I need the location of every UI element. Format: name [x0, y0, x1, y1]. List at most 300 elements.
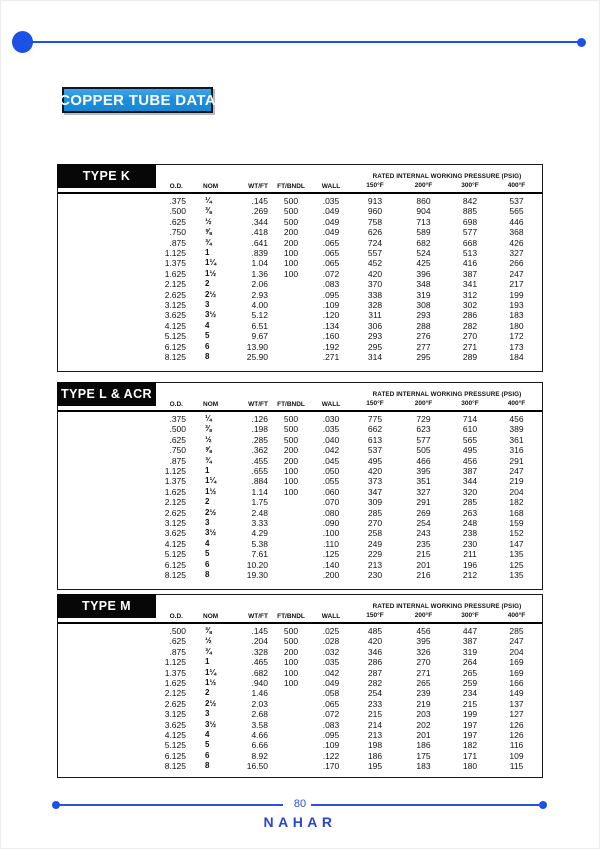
cell: 100	[283, 486, 299, 497]
cell: 306	[367, 320, 383, 331]
cell: 13.90	[246, 341, 268, 352]
col-150f: 150°F	[352, 610, 398, 623]
cell: 6	[205, 750, 210, 760]
cell: 219	[509, 476, 524, 487]
cell: 387	[462, 636, 478, 647]
cell: 713	[416, 216, 431, 227]
cell: 266	[509, 258, 524, 269]
cell: 368	[509, 227, 524, 238]
cell: 344	[462, 476, 478, 487]
cell: 258	[367, 528, 383, 539]
cell: 2.625	[164, 289, 186, 300]
pressure-group-header: RATED INTERNAL WORKING PRESSURE (PSIG)	[372, 391, 522, 398]
cell: 1.125	[164, 466, 186, 477]
cell	[272, 560, 310, 570]
cell: 1¼	[205, 258, 217, 268]
cell: .625	[169, 434, 186, 445]
cell: 416	[462, 258, 478, 269]
cell: 100	[283, 248, 299, 259]
cell	[272, 751, 310, 761]
cell: 2.625	[164, 698, 186, 709]
cell: 1.375	[164, 476, 186, 487]
cell: .065	[322, 237, 340, 248]
cell: 169	[509, 667, 524, 678]
cell: 269	[416, 507, 431, 518]
page-number: 80	[293, 798, 307, 810]
cell: 395	[416, 466, 431, 477]
cell: ¾	[205, 237, 212, 247]
cell: 6.125	[164, 559, 186, 570]
cell: 3½	[205, 719, 217, 729]
col-300f: 300°F	[449, 398, 491, 411]
cell: 195	[367, 761, 383, 772]
cell: .110	[323, 538, 339, 549]
table-row	[58, 688, 542, 698]
brand-logo: NAHAR	[263, 814, 337, 830]
col-300f: 300°F	[449, 180, 491, 193]
cell: .271	[322, 352, 340, 363]
table-row	[58, 206, 542, 216]
cell: 291	[416, 497, 431, 508]
cell: 3.625	[164, 528, 186, 539]
cell: 577	[462, 227, 478, 238]
cell: 2½	[205, 698, 217, 708]
cell: .375	[169, 196, 186, 206]
col-400f: 400°F	[491, 180, 542, 193]
cell: .455	[251, 455, 268, 466]
cell: 5.125	[164, 549, 186, 560]
table-row	[58, 751, 542, 761]
cell: 913	[367, 196, 383, 206]
cell: 4	[205, 538, 210, 548]
table-row	[58, 647, 542, 657]
copper-tube-table	[58, 383, 542, 581]
table-row	[58, 445, 542, 455]
cell: .884	[251, 476, 268, 487]
cell: 4	[205, 730, 210, 740]
cell: 233	[367, 698, 383, 709]
cell: 235	[416, 538, 431, 549]
cell: 8.92	[251, 750, 268, 761]
cell	[272, 730, 310, 740]
cell: 243	[416, 528, 431, 539]
cell: 214	[367, 719, 383, 730]
cell: 172	[509, 331, 524, 342]
cell: 259	[462, 678, 478, 689]
bottom-right-dot	[539, 801, 547, 809]
cell: 199	[462, 709, 478, 720]
cell: .362	[251, 445, 268, 456]
cell: .940	[251, 678, 268, 689]
cell: 319	[462, 646, 478, 657]
cell: 201	[416, 730, 431, 741]
cell: 1.04	[251, 258, 268, 269]
cell: ¼	[205, 196, 212, 205]
cell: 197	[462, 719, 478, 730]
table-row	[58, 300, 542, 310]
table-row	[58, 456, 542, 466]
cell: 1.36	[251, 268, 268, 279]
cell: 193	[509, 300, 524, 311]
cell: 4.125	[164, 538, 186, 549]
cell: 5.125	[164, 740, 186, 751]
cell: .035	[322, 657, 340, 668]
cell: 885	[462, 206, 478, 217]
cell: .500	[169, 626, 186, 636]
cell: .140	[322, 559, 340, 570]
cell: 500	[283, 196, 299, 206]
cell: 2.68	[251, 709, 268, 720]
col-od: O.D.	[58, 595, 191, 623]
cell	[272, 688, 310, 698]
cell: 254	[416, 518, 431, 529]
col-300f: 300°F	[449, 610, 491, 623]
cell: .682	[251, 667, 268, 678]
cell: 557	[367, 248, 383, 259]
cell: .285	[251, 434, 268, 445]
cell: 1.625	[164, 268, 186, 279]
col-od: O.D.	[58, 383, 191, 411]
cell: 420	[367, 268, 383, 279]
cell: 346	[367, 646, 383, 657]
cell: 698	[462, 216, 478, 227]
table-row	[58, 352, 542, 362]
page-title-badge	[59, 87, 216, 113]
cell: 1½	[205, 678, 217, 688]
cell: 565	[509, 206, 524, 217]
col-nom: NOM	[191, 595, 236, 623]
table-row	[58, 730, 542, 740]
table-row	[58, 227, 542, 237]
cell: 100	[283, 268, 299, 279]
cell: 338	[367, 289, 383, 300]
cell: .875	[169, 646, 186, 657]
cell: 1¼	[205, 476, 217, 486]
cell: 1½	[205, 268, 217, 278]
cell: .035	[322, 424, 340, 435]
cell: 361	[509, 434, 524, 445]
cell: 10.20	[246, 559, 268, 570]
cell: 425	[416, 258, 431, 269]
cell: 3.125	[164, 709, 186, 720]
copper-tube-table	[58, 595, 542, 772]
cell: 168	[509, 507, 524, 518]
cell: 166	[509, 678, 524, 689]
cell: .095	[322, 289, 340, 300]
cell: 1.625	[164, 678, 186, 689]
cell: 282	[462, 320, 478, 331]
cell: 291	[509, 455, 524, 466]
cell: 204	[509, 486, 524, 497]
cell: .875	[169, 455, 186, 466]
table-row	[58, 238, 542, 248]
cell: .045	[322, 455, 340, 466]
cell: 6	[205, 341, 210, 351]
cell: .028	[322, 636, 340, 647]
cell: 4.00	[251, 300, 268, 311]
cell: 4	[205, 320, 210, 330]
cell: 328	[367, 300, 383, 311]
table-row	[58, 549, 542, 559]
cell: 286	[367, 657, 383, 668]
cell: 197	[462, 730, 478, 741]
cell: 8	[205, 570, 210, 580]
cell: ⅜	[205, 206, 212, 216]
cell: 4.125	[164, 730, 186, 741]
cell: 249	[367, 538, 383, 549]
cell: 182	[462, 740, 478, 751]
cell: .750	[169, 227, 186, 238]
table-row	[58, 424, 542, 434]
type-k-band	[57, 164, 156, 188]
cell: 500	[283, 414, 299, 424]
cell: 282	[367, 678, 383, 689]
cell: 456	[416, 626, 431, 636]
cell: 2	[205, 497, 210, 507]
table-title: TYPE K	[82, 169, 131, 183]
table-row	[58, 290, 542, 300]
cell: 610	[462, 424, 478, 435]
cell: 714	[462, 414, 478, 424]
table-row	[58, 678, 542, 688]
cell: 904	[416, 206, 431, 217]
cell: 311	[368, 310, 382, 321]
cell: 3.33	[251, 518, 268, 529]
table-row	[58, 193, 542, 206]
cell: 100	[283, 667, 299, 678]
type-m-band	[57, 594, 156, 618]
cell: 1	[205, 466, 210, 476]
cell: 213	[367, 559, 383, 570]
cell: .192	[322, 341, 340, 352]
table-row	[58, 636, 542, 646]
cell: 1.375	[164, 258, 186, 269]
cell: 3½	[205, 528, 217, 538]
cell: ½	[205, 216, 212, 226]
cell: 25.90	[246, 352, 268, 363]
cell: 100	[283, 657, 299, 668]
cell: 159	[509, 518, 524, 529]
col-wall: WALL	[310, 595, 352, 623]
cell: 186	[367, 750, 383, 761]
cell: .145	[251, 196, 268, 206]
cell: 199	[509, 289, 524, 300]
cell: .500	[169, 424, 186, 435]
cell: 8	[205, 761, 210, 771]
table-row	[58, 623, 542, 636]
cell: 2.125	[164, 279, 186, 290]
table-title: TYPE M	[82, 599, 131, 613]
cell: 211	[463, 549, 477, 560]
cell: .050	[322, 466, 340, 477]
cell: 288	[416, 320, 431, 331]
cell: 1.625	[164, 486, 186, 497]
col-ftbndl: FT/BNDL	[272, 383, 310, 411]
cell: .109	[322, 740, 340, 751]
cell: .070	[322, 497, 340, 508]
cell: .030	[322, 414, 340, 424]
cell: 186	[416, 740, 431, 751]
col-200f: 200°F	[398, 180, 449, 193]
cell: .269	[251, 206, 268, 217]
table-row	[58, 258, 542, 268]
col-ftbndl: FT/BNDL	[272, 595, 310, 623]
cell: .500	[169, 206, 186, 217]
cell: 2½	[205, 507, 217, 517]
cell: 320	[462, 486, 478, 497]
cell	[272, 709, 310, 719]
table-row	[58, 279, 542, 289]
cell: 5.12	[251, 310, 268, 321]
table-row	[58, 570, 542, 580]
cell: 312	[462, 289, 478, 300]
cell: 6	[205, 559, 210, 569]
cell: 180	[509, 320, 524, 331]
table-row	[58, 411, 542, 424]
cell: .095	[322, 730, 340, 741]
cell: .042	[322, 445, 340, 456]
cell: ¼	[205, 414, 212, 423]
cell: 348	[416, 279, 431, 290]
col-200f: 200°F	[398, 610, 449, 623]
cell: .058	[322, 688, 340, 699]
col-400f: 400°F	[491, 610, 542, 623]
cell: 293	[416, 310, 431, 321]
cell: 109	[509, 750, 524, 761]
cell: 175	[416, 750, 431, 761]
col-wall: WALL	[310, 165, 352, 193]
cell: .204	[251, 636, 268, 647]
cell	[272, 352, 310, 362]
cell: .134	[322, 320, 340, 331]
cell: 8.125	[164, 761, 186, 772]
cell	[272, 321, 310, 331]
cell: .625	[169, 216, 186, 227]
cell: 3.625	[164, 310, 186, 321]
cell: 860	[416, 196, 431, 206]
cell: 3	[205, 300, 210, 310]
cell	[272, 508, 310, 518]
cell: 169	[509, 657, 524, 668]
cell: 200	[283, 227, 299, 238]
cell: .126	[251, 414, 268, 424]
cell: 198	[367, 740, 383, 751]
cell: 265	[416, 678, 431, 689]
table-row	[58, 331, 542, 341]
cell: 2.125	[164, 688, 186, 699]
cell: 229	[367, 549, 383, 560]
cell: 2.03	[251, 698, 268, 709]
cell: 270	[367, 518, 383, 529]
cell: 217	[509, 279, 524, 290]
table-row	[58, 342, 542, 352]
cell: 183	[509, 310, 524, 321]
cell: 127	[509, 709, 524, 720]
cell: 2½	[205, 289, 217, 299]
cell: 147	[509, 538, 524, 549]
cell	[272, 310, 310, 320]
cell: 264	[462, 657, 478, 668]
table-row	[58, 435, 542, 445]
cell: 293	[367, 331, 383, 342]
cell: 247	[509, 466, 524, 477]
col-nom: NOM	[191, 383, 236, 411]
cell: .375	[169, 414, 186, 424]
table-row	[58, 217, 542, 227]
cell: 775	[367, 414, 383, 424]
cell: 201	[416, 559, 431, 570]
cell: .083	[322, 719, 340, 730]
cell: 1.75	[251, 497, 268, 508]
cell: .750	[169, 445, 186, 456]
cell: 5	[205, 331, 210, 341]
cell: .328	[251, 646, 268, 657]
bottom-rule-right	[311, 804, 539, 806]
cell	[272, 342, 310, 352]
cell	[272, 740, 310, 750]
cell: .200	[322, 570, 340, 581]
col-wtft: WT/FT	[236, 383, 272, 411]
cell: .072	[322, 268, 340, 279]
cell: 125	[509, 559, 524, 570]
cell	[272, 528, 310, 538]
cell: 565	[462, 434, 478, 445]
cell: ¾	[205, 455, 212, 465]
cell: .055	[322, 476, 340, 487]
cell: 327	[416, 486, 431, 497]
table-body	[58, 411, 542, 581]
cell: 2.06	[251, 279, 268, 290]
cell: 215	[367, 709, 383, 720]
cell: 3.625	[164, 719, 186, 730]
cell: 3.125	[164, 300, 186, 311]
cell: 1.125	[164, 248, 186, 259]
cell: 202	[416, 719, 431, 730]
cell	[272, 290, 310, 300]
cell: .839	[251, 248, 268, 259]
cell	[272, 570, 310, 580]
cell	[272, 331, 310, 341]
type-l-acr-table	[57, 382, 543, 590]
cell: 373	[367, 476, 383, 487]
col-200f: 200°F	[398, 398, 449, 411]
cell: 285	[462, 497, 478, 508]
cell: 135	[509, 570, 524, 581]
cell: ⅜	[205, 626, 212, 635]
cell: 577	[416, 434, 431, 445]
cell: 285	[509, 626, 524, 636]
cell: 100	[283, 258, 299, 269]
col-150f: 150°F	[352, 180, 398, 193]
table-row	[58, 740, 542, 750]
cell: 347	[367, 486, 383, 497]
cell: 137	[509, 698, 524, 709]
cell: 456	[509, 414, 524, 424]
cell: 495	[367, 455, 383, 466]
cell: 613	[367, 434, 383, 445]
cell: ⅝	[205, 445, 212, 455]
cell: 326	[416, 646, 431, 657]
cell: 505	[416, 445, 431, 456]
cell: .065	[322, 258, 340, 269]
cell: 447	[462, 626, 478, 636]
cell: 2.625	[164, 507, 186, 518]
cell: 387	[462, 466, 478, 477]
cell: 5	[205, 549, 210, 559]
pressure-group-header: RATED INTERNAL WORKING PRESSURE (PSIG)	[372, 173, 522, 180]
cell: 8.125	[164, 352, 186, 363]
table-row	[58, 497, 542, 507]
